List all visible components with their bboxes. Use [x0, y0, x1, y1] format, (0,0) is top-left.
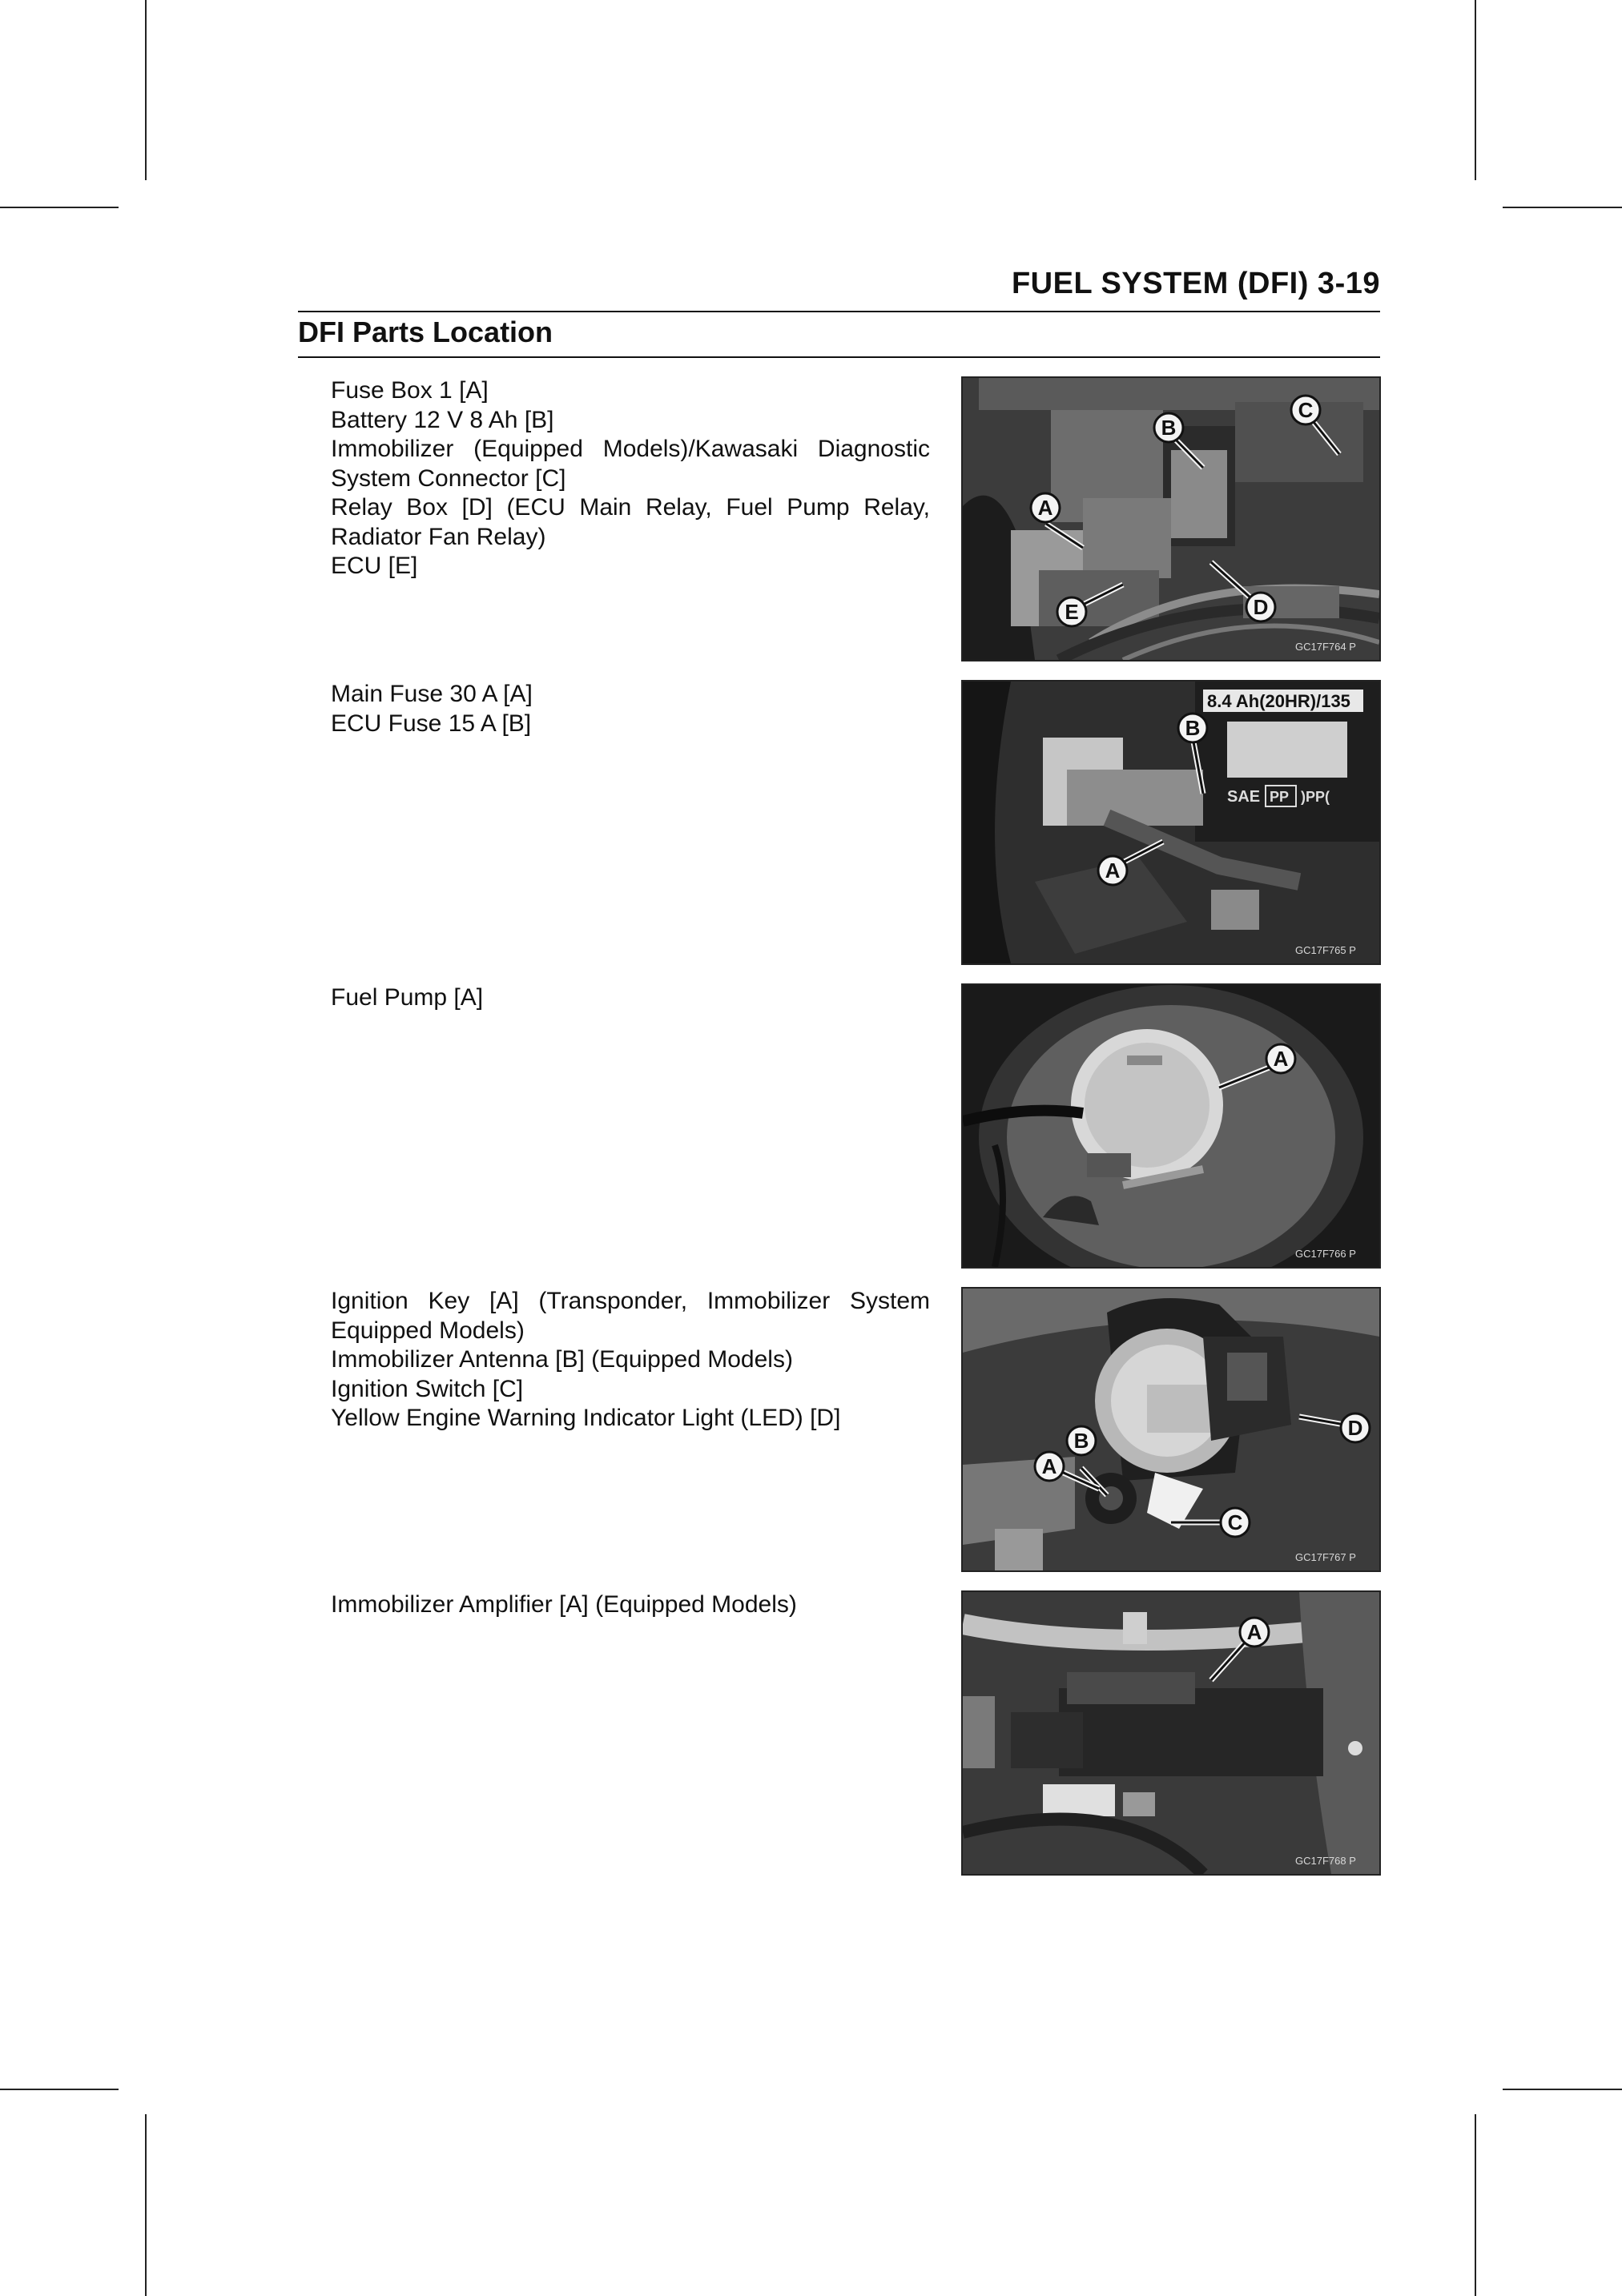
section-rule [298, 356, 1380, 358]
battery-label-text: )PP( [1301, 789, 1330, 805]
crop-mark [145, 0, 147, 180]
parts-photo-main-fuse [961, 680, 1381, 965]
description-line: ECU Fuse 15 A [B] [331, 710, 532, 737]
svg-text:D: D [1253, 595, 1269, 619]
battery-label-text: SAE [1227, 788, 1261, 806]
svg-text:B: B [1185, 716, 1201, 740]
photo-code: GC17F765 P [1295, 944, 1356, 956]
callout-d [1341, 1413, 1370, 1442]
crop-mark [1503, 2089, 1622, 2090]
callout-a [1266, 1044, 1295, 1073]
description-line: Fuse Box 1 [A] [331, 377, 489, 404]
svg-text:D: D [1347, 1416, 1363, 1440]
crop-mark [145, 2114, 147, 2296]
callout-c [1221, 1508, 1250, 1537]
photo-code: GC17F766 P [1295, 1248, 1356, 1260]
svg-text:B: B [1161, 416, 1177, 440]
svg-text:A: A [1105, 858, 1121, 883]
photo-code: GC17F768 P [1295, 1855, 1356, 1867]
parts-description [331, 1287, 930, 1433]
description-line: Main Fuse 30 A [A] [331, 681, 533, 707]
description-line: Relay Box [D] (ECU Main Relay, Fuel Pump Relay, Radiator Fan Relay) [331, 494, 930, 550]
parts-description [331, 376, 930, 581]
photo-illustration [963, 985, 1379, 1267]
svg-text:A: A [1037, 496, 1053, 520]
svg-text:C: C [1298, 398, 1314, 422]
callout-d [1246, 593, 1275, 621]
parts-photo-fuel-pump [961, 983, 1381, 1269]
svg-text:C: C [1227, 1510, 1243, 1534]
description-line: Immobilizer (Equipped Models)/Kawasaki Diagnostic System Connector [C] [331, 436, 930, 492]
section-title: DFI Parts Location [298, 316, 553, 348]
battery-label-text: 8.4 Ah(20HR)/135 [1207, 691, 1350, 711]
parts-description [331, 680, 930, 738]
callout-b [1154, 413, 1183, 442]
photo-illustration [963, 1289, 1379, 1570]
svg-text:E: E [1065, 600, 1079, 624]
parts-description [331, 1590, 930, 1620]
description-line: Immobilizer Antenna [B] (Equipped Models) [331, 1346, 793, 1373]
svg-text:A: A [1273, 1047, 1289, 1071]
description-line: Yellow Engine Warning Indicator Light (LED) [D] [331, 1405, 841, 1431]
crop-mark [0, 207, 119, 208]
callout-b [1067, 1426, 1096, 1455]
callout-a [1031, 493, 1060, 522]
description-line: Fuel Pump [A] [331, 984, 484, 1011]
battery-label-text: PP [1270, 789, 1290, 805]
parts-photo-ignition [961, 1287, 1381, 1572]
description-line: Battery 12 V 8 Ah [B] [331, 406, 554, 433]
parts-item-4 [0, 1287, 1622, 1575]
svg-text:B: B [1073, 1429, 1089, 1453]
crop-mark [1475, 2114, 1476, 2296]
header-rule [298, 311, 1380, 312]
callout-e [1057, 597, 1086, 626]
page-header-title: FUEL SYSTEM (DFI) 3-19 [1011, 267, 1380, 300]
parts-item-2 [0, 680, 1622, 968]
photo-code: GC17F764 P [1295, 641, 1356, 653]
photo-illustration [963, 1592, 1379, 1874]
callout-b [1178, 714, 1207, 742]
parts-description [331, 983, 930, 1013]
parts-item-3 [0, 983, 1622, 1272]
parts-photo-battery-area [961, 376, 1381, 661]
description-line: Ignition Key [A] (Transponder, Immobilizer System Equipped Models) [331, 1288, 930, 1344]
crop-mark [1503, 207, 1622, 208]
parts-photo-immobilizer-amplifier [961, 1590, 1381, 1876]
photo-code: GC17F767 P [1295, 1551, 1356, 1563]
photo-illustration [963, 682, 1379, 963]
parts-item-5 [0, 1590, 1622, 1879]
photo-illustration [963, 378, 1379, 660]
parts-item-1 [0, 376, 1622, 665]
callout-a [1240, 1618, 1269, 1647]
description-line: Immobilizer Amplifier [A] (Equipped Models) [331, 1591, 797, 1618]
svg-text:A: A [1246, 1620, 1262, 1644]
callout-c [1291, 396, 1320, 424]
description-line: Ignition Switch [C] [331, 1375, 524, 1402]
callout-a [1098, 856, 1127, 885]
description-line: ECU [E] [331, 553, 418, 579]
svg-text:A: A [1041, 1454, 1057, 1478]
crop-mark [1475, 0, 1476, 180]
crop-mark [0, 2089, 119, 2090]
callout-a [1035, 1452, 1064, 1481]
